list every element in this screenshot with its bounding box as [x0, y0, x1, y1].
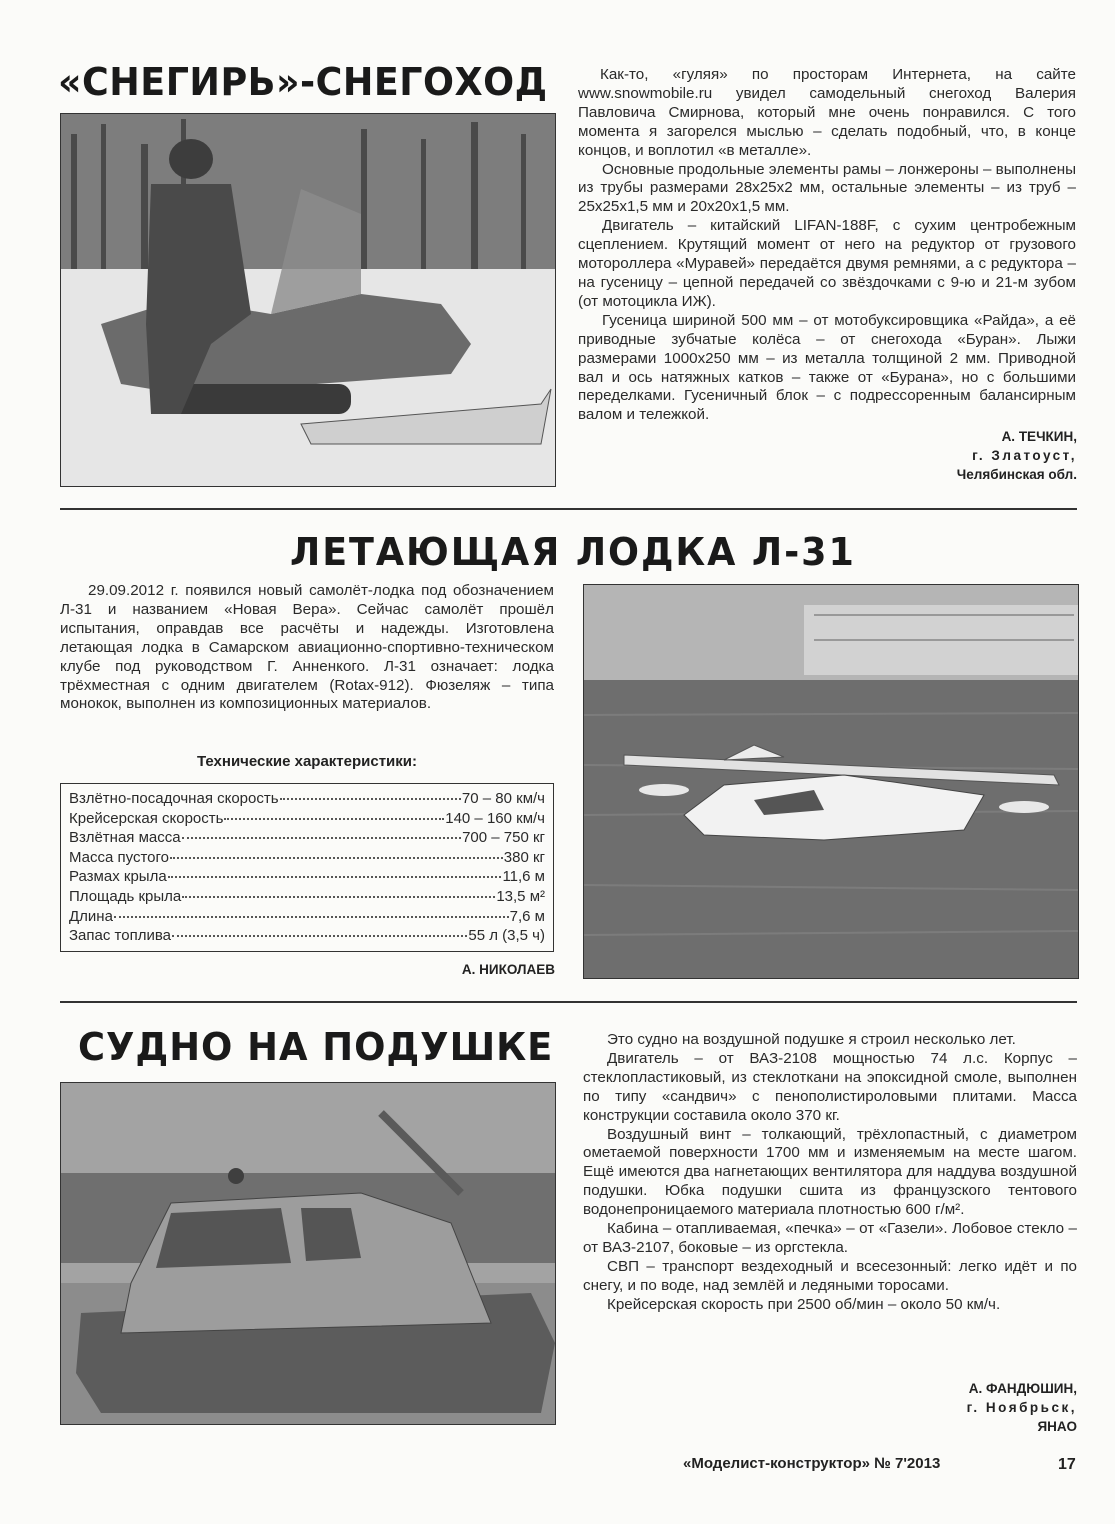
article2-paragraph: 29.09.2012 г. появился новый самолёт-лодка под обозначением Л-31 и названием «Новая Вера». Сейчас самолёт прошёл испытания, оправдав все расчёты и надежды. Изготовлена летающая лодка в Самарском авиационно-спортивно-техническом клубе под руководством Г. Анненкого. Л-31 означает: лодка трёхместная с одним двигателем (Rotax-912). Фюзеляж – типа монокок, выполнен из композиционных материалов.: [60, 582, 554, 713]
spec-value: 11,6 м: [502, 868, 545, 886]
spec-label: Взлётно-посадочная скорость: [69, 790, 279, 807]
spec-row: [69, 867, 545, 887]
spec-row: [69, 828, 545, 848]
article3-paragraph: Это судно на воздушной подушке я строил несколько лет.: [607, 1031, 1016, 1048]
section-divider: [60, 1001, 1077, 1003]
specs-title: Технические характеристики:: [196, 753, 418, 770]
article3-title: СУДНО НА ПОДУШКЕ: [78, 1025, 554, 1069]
spec-value: 380 кг: [503, 848, 545, 866]
spec-row: [69, 887, 545, 907]
spec-label: Площадь крыла: [69, 887, 182, 905]
article3-paragraph: СВП – транспорт вездеходный и всесезонный: легко идёт и по снегу, и по воде, над землёй и ледяными торосами.: [583, 1257, 1077, 1294]
spec-label: Взлётная масса: [69, 829, 181, 847]
hovercraft-photo: [60, 1082, 556, 1425]
spec-label: Масса пустого: [69, 848, 169, 866]
spec-value: 70 – 80 км/ч: [461, 790, 545, 807]
seaplane-photo: [583, 584, 1079, 979]
article1-paragraph: Как-то, «гуляя» по просторам Интернета, на сайте www.snowmobile.ru увидел самодельный снегоход Валерия Павловича Смирнова, который мне очень понравился. С того момента я загорелся мыслью – сделать подобный, что, в конце концов, и воплотил «в металле».: [578, 66, 1076, 159]
article3-signature: [967, 1379, 1077, 1436]
author-region: Челябинская обл.: [956, 467, 1077, 482]
page-number: 17: [1058, 1456, 1076, 1473]
author-city: г. Ноябрьск,: [966, 1400, 1077, 1415]
spec-row: [69, 848, 545, 868]
spec-row: [69, 789, 545, 809]
spec-row: [69, 926, 545, 946]
magazine-footer: «Моделист-конструктор» № 7'2013: [683, 1455, 941, 1472]
spec-value: 7,6 м: [509, 907, 545, 925]
article3-body: [583, 1031, 1077, 1315]
spec-value: 13,5 м²: [496, 887, 545, 905]
article2-body: [60, 582, 554, 714]
article3-paragraph: Крейсерская скорость при 2500 об/мин – около 50 км/ч.: [607, 1295, 1001, 1313]
spec-label: Размах крыла: [69, 868, 167, 886]
article2-signature: [462, 960, 555, 979]
article1-paragraph: Основные продольные элементы рамы – лонжероны – выполнены из трубы размерами 28x25x2 мм, остальные элементы – из труб – 25x25x1,5 мм и 20x20x1,5 мм.: [578, 160, 1076, 216]
article1-paragraph: Двигатель – китайский LIFAN-188F, с сухим центробежным сцеплением. Крутящий момент от него на редуктор от грузового мотороллера «Муравей» передаётся двумя ремнями, а с редуктора – на гусеницу – цепной передачей со звёздочками с 9-ю и 21-м зубом (от мотоцикла ИЖ).: [578, 217, 1076, 310]
spec-value: 700 – 750 кг: [462, 829, 545, 847]
spec-label: Запас топлива: [69, 927, 171, 945]
article2-title: ЛЕТАЮЩАЯ ЛОДКА Л-31: [290, 530, 856, 574]
section-divider: [60, 508, 1077, 510]
article3-paragraph: Кабина – отапливаемая, «печка» – от «Газели». Лобовое стекло – от ВАЗ-2107, боковые – из оргстекла.: [583, 1220, 1077, 1256]
article1-title: «СНЕГИРЬ»-СНЕГОХОД: [58, 60, 548, 104]
spec-value: 140 – 160 км/ч: [445, 809, 545, 827]
article1-paragraph: Гусеница шириной 500 мм – от мотобуксировщика «Райда», а её приводные зубчатые колёса – от снегохода «Буран». Лыжи размерами 1000x250 мм – из металла толщиной 2 мм. Приводной вал и ось натяжных катков – также от «Бурана», но с большими переделками. Гусеничный блок – с подрессоренным балансирным валом и тележкой.: [578, 311, 1076, 424]
spec-row: [69, 907, 545, 927]
author-name: А. ТЕЧКИН,: [1001, 429, 1077, 444]
author-city: г. Златоуст,: [972, 448, 1077, 463]
spec-value: 55 л (3,5 ч): [468, 927, 545, 945]
article3-paragraph: Двигатель – от ВАЗ-2108 мощностью 74 л.с. Корпус – стеклопластиковый, из стеклоткани на эпоксидной смоле, выполнен по типу «сандвич» с пенополистироловыми плитами. Масса конструкции составила около 370 кг.: [583, 1049, 1077, 1124]
author-name: А. ФАНДЮШИН,: [968, 1381, 1077, 1396]
spec-label: Длина: [69, 907, 113, 925]
spec-row: [69, 809, 545, 829]
spec-label: Крейсерская скорость: [69, 809, 224, 827]
snowmobile-photo: [60, 113, 556, 487]
article1-signature: [957, 427, 1077, 484]
specs-table: [60, 783, 554, 952]
author-region: ЯНАО: [1037, 1419, 1077, 1434]
article1-body: [578, 66, 1076, 425]
author-name: А. НИКОЛАЕВ: [461, 962, 555, 977]
article3-paragraph: Воздушный винт – толкающий, трёхлопастный, с диаметром ометаемой поверхности 1700 мм и изменяемым на месте шагом. Ещё имеются два нагнетающих вентилятора для наддува воздушной подушки. Юбка подушки сшита из французского тентового водонепроницаемого материала плотностью 600 г/м².: [583, 1125, 1077, 1219]
